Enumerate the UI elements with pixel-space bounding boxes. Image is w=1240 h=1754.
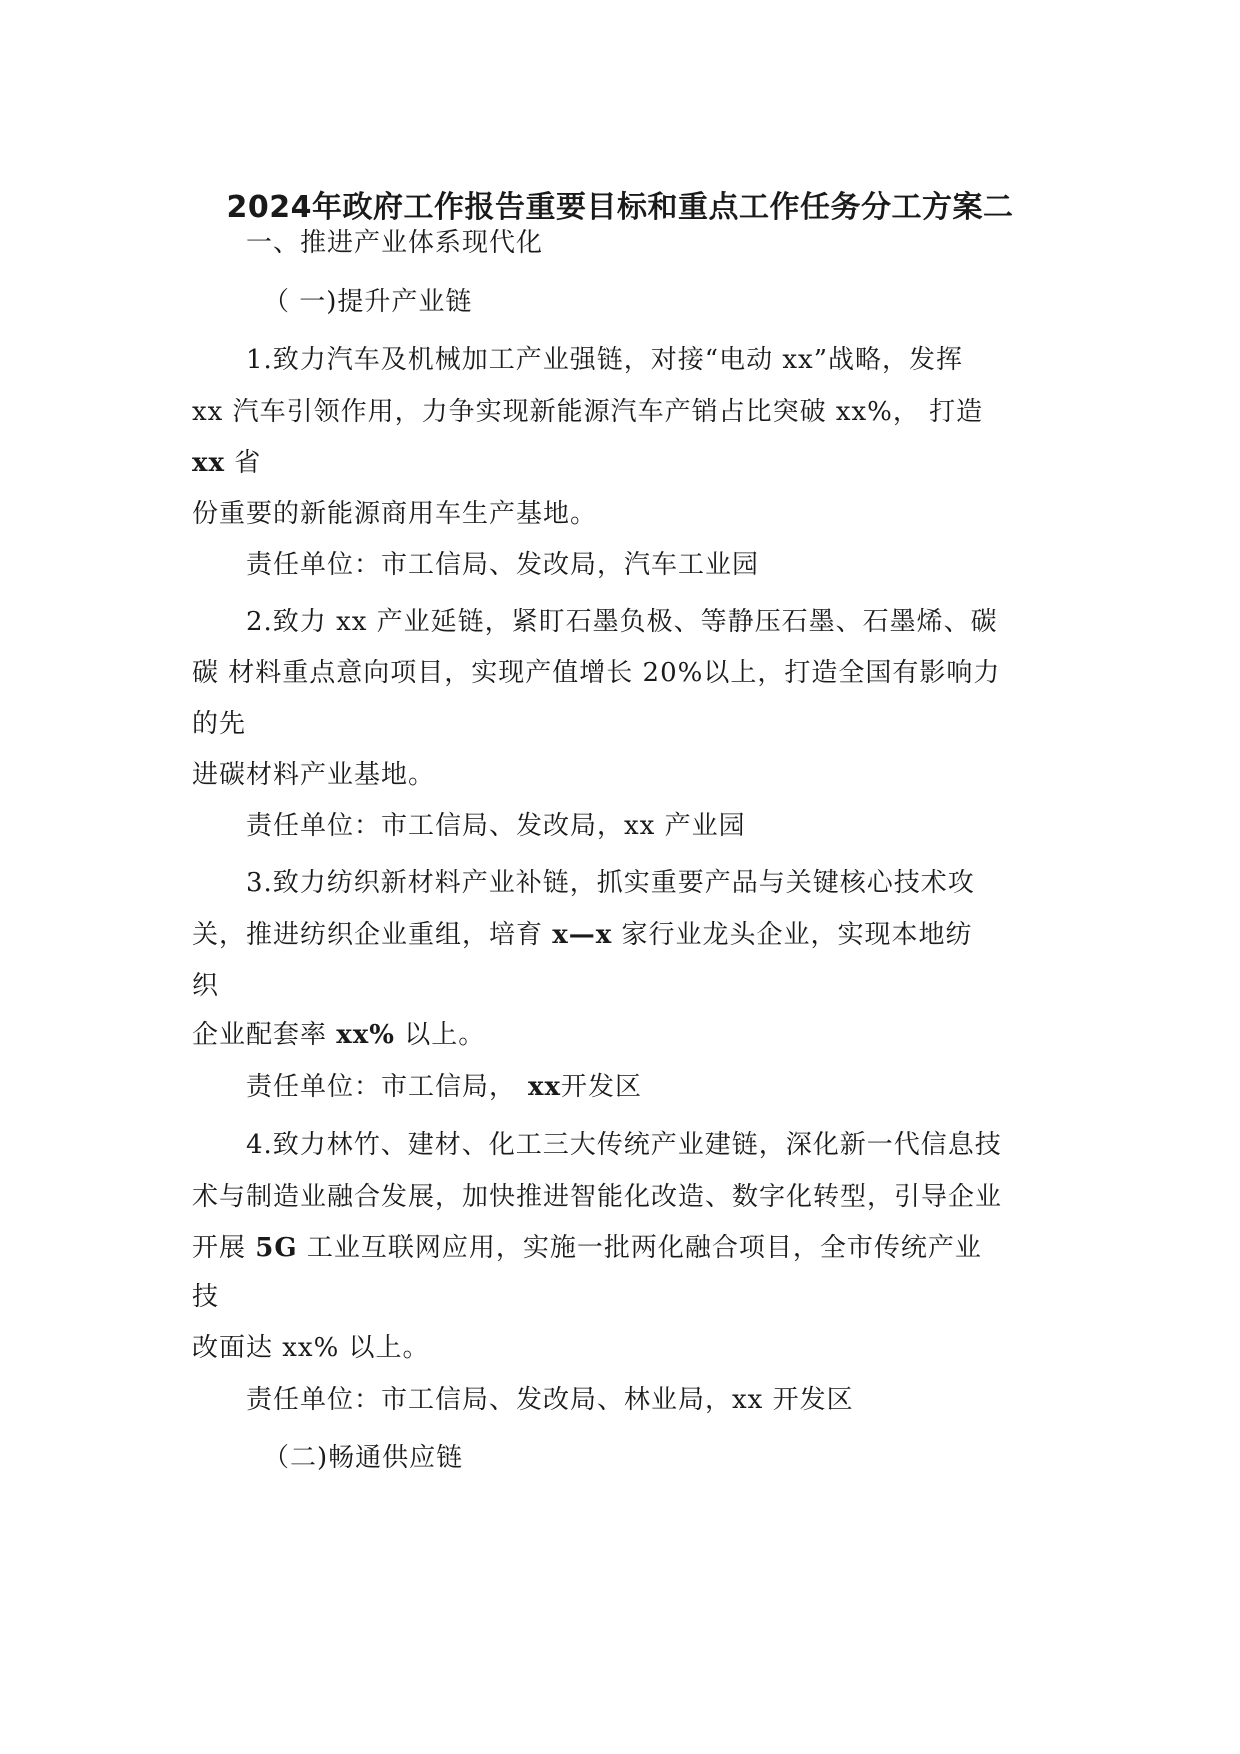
item1-line2: xx 汽车引领作用，力争实现新能源汽车产销占比突破 xx%， 打造 (192, 397, 984, 427)
item3-responsible (246, 1070, 642, 1104)
item1-line3-rest: 省 (225, 448, 262, 478)
item1-responsible: 责任单位：市工信局、发改局，汽车工业园 (246, 550, 760, 580)
item4-line2: 术与制造业融合发展，加快推进智能化改造、数字化转型，引导企业 (192, 1182, 1003, 1212)
item3-responsible-bold: xx (528, 1072, 562, 1102)
item2-line3: 的先 (192, 709, 247, 739)
item1-line4: 份重要的新能源商用车生产基地。 (192, 499, 598, 529)
item4-line1: 4.致力林竹、建材、化工三大传统产业建链，深化新一代信息技 (246, 1130, 1002, 1160)
item3-line2-bold: x—x (552, 920, 613, 950)
item3-line1: 3.致力纺织新材料产业补链，抓实重要产品与关键核心技术攻 (246, 868, 975, 898)
subsection-heading-2: （二)畅通供应链 (263, 1443, 464, 1473)
item3-line2-b: 家行业龙头企业，实现本地纺 (612, 920, 973, 950)
item4-line5: 改面达 xx% 以上。 (192, 1333, 430, 1363)
item3-responsible-b: 开发区 (561, 1072, 643, 1102)
item2-line4: 进碳材料产业基地。 (192, 760, 436, 790)
item3-line3: 织 (192, 971, 220, 1001)
item1-line1: 1.致力汽车及机械加工产业强链，对接“电动 xx”战略，发挥 (246, 345, 963, 375)
item4-line3-a: 开展 (192, 1233, 256, 1263)
item4-line3-b: 工业互联网应用，实施一批两化融合项目，全市传统产业 (297, 1233, 982, 1263)
item4-line4: 技 (192, 1282, 220, 1312)
item4-responsible: 责任单位：市工信局、发改局、林业局，xx 开发区 (246, 1385, 854, 1415)
subsection-heading-1: （ 一)提升产业链 (263, 287, 473, 317)
item2-line1: 2.致力 xx 产业延链，紧盯石墨负极、等静压石墨、石墨烯、碳 (246, 607, 998, 637)
item2-responsible: 责任单位：市工信局、发改局，xx 产业园 (246, 811, 746, 841)
item3-line4-bold: xx% (336, 1020, 395, 1050)
item2-line2: 碳 材料重点意向项目，实现产值增长 20%以上，打造全国有影响力 (192, 658, 1001, 688)
section-heading-1: 一、推进产业体系现代化 (246, 228, 544, 258)
item3-line2 (192, 918, 973, 952)
item3-responsible-a: 责任单位：市工信局， (246, 1072, 517, 1102)
item1-line3-bold: xx (192, 448, 226, 478)
item3-line4-b: 以上。 (394, 1020, 486, 1050)
item1-line3 (192, 446, 261, 480)
document-title: 2024年政府工作报告重要目标和重点工作任务分工方案二 (226, 190, 1014, 225)
item4-line3-bold: 5G (255, 1233, 298, 1263)
item4-line3 (192, 1231, 982, 1265)
item3-line2-a: 关，推进纺织企业重组，培育 (192, 920, 553, 950)
item3-line4-a: 企业配套率 (192, 1020, 337, 1050)
item3-line4 (192, 1018, 485, 1052)
